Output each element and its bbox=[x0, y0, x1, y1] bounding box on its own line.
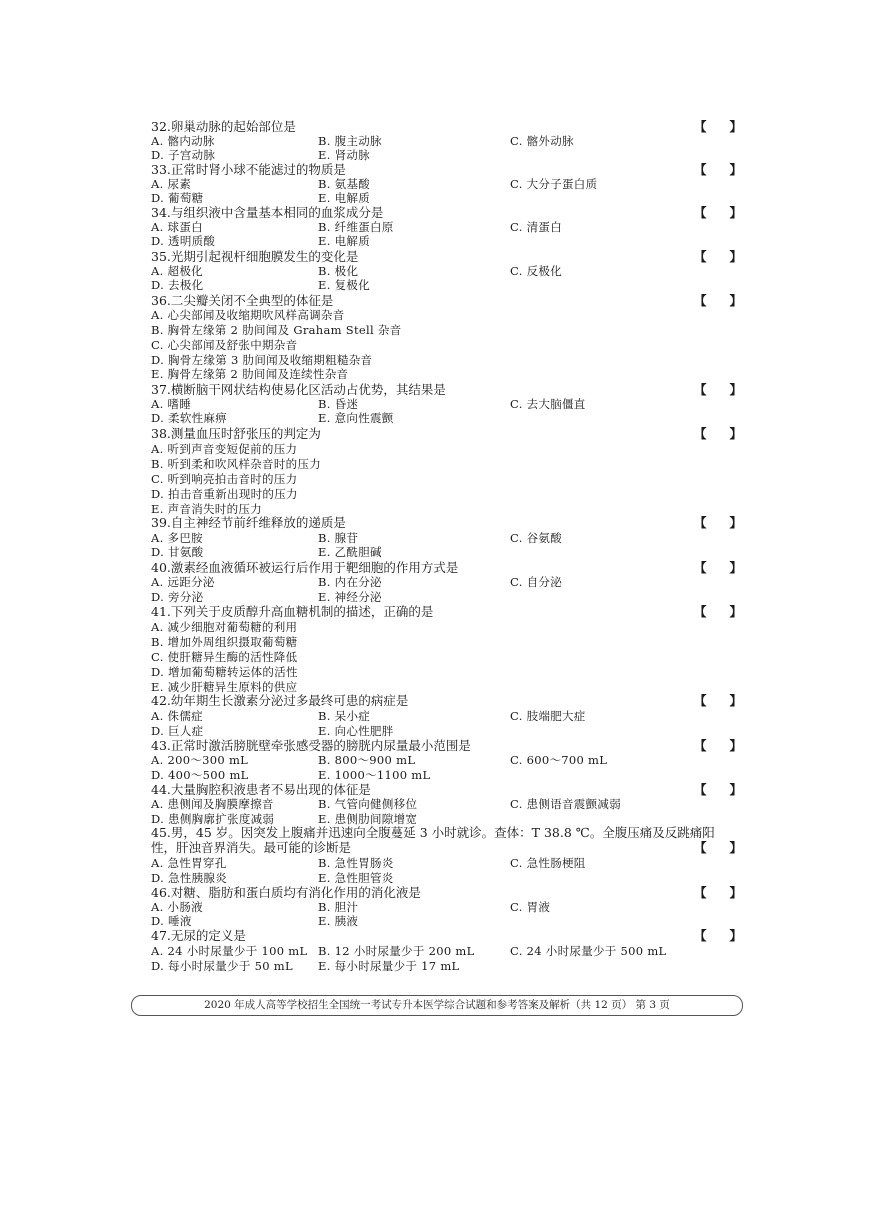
option-a: A. 侏儒症 bbox=[151, 709, 203, 723]
option-d: D. 患侧胸廓扩张度减弱 bbox=[151, 812, 275, 826]
question-text: 横断脑干网状结构使易化区活动占优势，其结果是 bbox=[170, 382, 446, 397]
option-b: B. 急性胃肠炎 bbox=[318, 856, 394, 870]
answer-bracket[interactable]: 【 】 bbox=[694, 782, 742, 797]
option-d: D. 葡萄糖 bbox=[151, 191, 204, 205]
answer-bracket[interactable]: 【 】 bbox=[694, 249, 742, 264]
question-41 bbox=[151, 605, 433, 619]
option-a: A. 髂内动脉 bbox=[151, 134, 215, 148]
option-e: E. 1000～1100 mL bbox=[318, 768, 431, 782]
question-number: 42. bbox=[151, 693, 171, 708]
question-number: 41. bbox=[151, 604, 171, 619]
question-43 bbox=[151, 739, 471, 753]
answer-bracket[interactable]: 【 】 bbox=[694, 293, 742, 308]
option-d: D. 增加葡萄糖转运体的活性 bbox=[151, 665, 298, 679]
option-a: A. 远距分泌 bbox=[151, 575, 215, 589]
question-32 bbox=[151, 120, 296, 134]
option-b: B. 胆汁 bbox=[318, 900, 359, 914]
question-text: 卵巢动脉的起始部位是 bbox=[170, 119, 296, 134]
question-39 bbox=[151, 516, 346, 530]
question-number: 44. bbox=[151, 782, 171, 797]
question-number: 33. bbox=[151, 162, 171, 177]
option-c: C. 使肝糖异生酶的活性降低 bbox=[151, 650, 298, 664]
option-d: D. 400～500 mL bbox=[151, 768, 249, 782]
option-c: C. 反极化 bbox=[510, 264, 562, 278]
option-b: B. 极化 bbox=[318, 264, 359, 278]
option-b: B. 气管向健侧移位 bbox=[318, 797, 418, 811]
question-text: 下列关于皮质醇升高血糖机制的描述，正确的是 bbox=[170, 604, 434, 619]
question-47 bbox=[151, 929, 246, 943]
answer-bracket[interactable]: 【 】 bbox=[694, 738, 742, 753]
option-d: D. 旁分泌 bbox=[151, 590, 204, 604]
option-a: A. 200～300 mL bbox=[151, 753, 249, 767]
option-c: C. 听到响亮拍击音时的压力 bbox=[151, 472, 298, 486]
option-d: D. 甘氨酸 bbox=[151, 545, 204, 559]
question-33 bbox=[151, 163, 346, 177]
option-e: E. 意向性震颤 bbox=[318, 411, 394, 425]
question-text: 无尿的定义是 bbox=[170, 928, 246, 943]
question-text: 大量胸腔积液患者不易出现的体征是 bbox=[170, 782, 371, 797]
option-a: A. 小肠液 bbox=[151, 900, 203, 914]
option-e: E. 复极化 bbox=[318, 278, 371, 292]
question-text: 与组织液中含量基本相同的血浆成分是 bbox=[170, 205, 384, 220]
question-text: 正常时肾小球不能滤过的物质是 bbox=[170, 162, 346, 177]
option-c: C. 急性肠梗阻 bbox=[510, 856, 586, 870]
option-d: D. 子宫动脉 bbox=[151, 148, 216, 162]
option-e: E. 患侧肋间隙增宽 bbox=[318, 812, 418, 826]
question-35 bbox=[151, 250, 358, 264]
option-a: A. 急性胃穿孔 bbox=[151, 856, 227, 870]
option-c: C. 肢端肥大症 bbox=[510, 709, 586, 723]
page-footer: 2020 年成人高等学校招生全国统一考试专升本医学综合试题和参考答案及解析（共 12 页） 第 3 页 bbox=[131, 995, 743, 1016]
question-text: 自主神经节前纤维释放的递质是 bbox=[170, 515, 346, 530]
option-c: C. 谷氨酸 bbox=[510, 531, 562, 545]
answer-bracket[interactable]: 【 】 bbox=[694, 840, 742, 855]
option-c: C. 大分子蛋白质 bbox=[510, 177, 598, 191]
option-c: C. 心尖部闻及舒张中期杂音 bbox=[151, 338, 298, 352]
answer-bracket[interactable]: 【 】 bbox=[694, 162, 742, 177]
question-36 bbox=[151, 294, 333, 308]
question-text: 男，45 岁。因突发上腹痛并迅速向全腹蔓延 3 小时就诊。查体：T 38.8 ℃。全腹压痛及反跳痛阳性，肝浊音界消失。最可能的诊断是 bbox=[151, 825, 715, 855]
question-38 bbox=[151, 427, 321, 441]
option-b: B. 腹主动脉 bbox=[318, 134, 382, 148]
question-number: 43. bbox=[151, 738, 171, 753]
option-c: C. 胃液 bbox=[510, 900, 551, 914]
option-d: D. 胸骨左缘第 3 肋间闻及收缩期粗糙杂音 bbox=[151, 353, 373, 367]
question-text: 光期引起视杆细胞膜发生的变化是 bbox=[170, 249, 359, 264]
option-d: D. 透明质酸 bbox=[151, 234, 216, 248]
option-a: A. 球蛋白 bbox=[151, 220, 203, 234]
option-a: A. 心尖部闻及收缩期吹风样高调杂音 bbox=[151, 308, 345, 322]
question-34 bbox=[151, 206, 383, 220]
answer-bracket[interactable]: 【 】 bbox=[694, 205, 742, 220]
option-e: E. 向心性肥胖 bbox=[318, 724, 394, 738]
option-e: E. 电解质 bbox=[318, 234, 371, 248]
question-40 bbox=[151, 561, 458, 575]
option-b: B. 腺苷 bbox=[318, 531, 359, 545]
option-c: C. 患侧语音震颤减弱 bbox=[510, 797, 621, 811]
option-a: A. 患侧闻及胸膜摩擦音 bbox=[151, 797, 274, 811]
option-b: B. 听到柔和吹风样杂音时的压力 bbox=[151, 457, 322, 471]
answer-bracket[interactable]: 【 】 bbox=[694, 426, 742, 441]
question-number: 47. bbox=[151, 928, 171, 943]
option-b: B. 内在分泌 bbox=[318, 575, 382, 589]
question-number: 39. bbox=[151, 515, 171, 530]
option-b: B. 增加外周组织摄取葡萄糖 bbox=[151, 635, 298, 649]
option-e: E. 急性胆管炎 bbox=[318, 871, 394, 885]
option-e: E. 胰液 bbox=[318, 914, 359, 928]
option-a: A. 24 小时尿量少于 100 mL bbox=[151, 944, 308, 958]
option-c: C. 髂外动脉 bbox=[510, 134, 574, 148]
answer-bracket[interactable]: 【 】 bbox=[694, 560, 742, 575]
option-b: B. 12 小时尿量少于 200 mL bbox=[318, 944, 475, 958]
question-number: 36. bbox=[151, 293, 171, 308]
option-a: A. 嗜睡 bbox=[151, 397, 192, 411]
answer-bracket[interactable]: 【 】 bbox=[694, 119, 742, 134]
option-b: B. 800～900 mL bbox=[318, 753, 416, 767]
option-e: E. 声音消失时的压力 bbox=[151, 502, 263, 516]
option-e: E. 减少肝糖异生原料的供应 bbox=[151, 680, 298, 694]
option-e: E. 神经分泌 bbox=[318, 590, 382, 604]
option-b: B. 氨基酸 bbox=[318, 177, 371, 191]
question-number: 35. bbox=[151, 249, 171, 264]
option-e: E. 电解质 bbox=[318, 191, 371, 205]
question-number: 46. bbox=[151, 885, 171, 900]
option-d: D. 拍击音重新出现时的压力 bbox=[151, 487, 298, 501]
question-number: 37. bbox=[151, 382, 171, 397]
option-d: D. 每小时尿量少于 50 mL bbox=[151, 959, 293, 973]
answer-bracket[interactable]: 【 】 bbox=[694, 604, 742, 619]
question-number: 40. bbox=[151, 560, 171, 575]
question-46 bbox=[151, 886, 421, 900]
question-text: 正常时激活膀胱壁牵张感受器的膀胱内尿量最小范围是 bbox=[170, 738, 471, 753]
option-b: B. 昏迷 bbox=[318, 397, 359, 411]
question-37 bbox=[151, 383, 446, 397]
option-e: E. 肾动脉 bbox=[318, 148, 371, 162]
option-d: D. 唾液 bbox=[151, 914, 192, 928]
option-b: B. 胸骨左缘第 2 肋间闻及 Graham Stell 杂音 bbox=[151, 323, 402, 337]
question-44 bbox=[151, 783, 371, 797]
option-d: D. 巨人症 bbox=[151, 724, 204, 738]
option-a: A. 减少细胞对葡萄糖的利用 bbox=[151, 620, 298, 634]
question-number: 45. bbox=[151, 825, 171, 840]
option-e: E. 乙酰胆碱 bbox=[318, 545, 382, 559]
option-a: A. 尿素 bbox=[151, 177, 192, 191]
question-text: 测量血压时舒张压的判定为 bbox=[170, 426, 321, 441]
option-b: B. 纤维蛋白原 bbox=[318, 220, 394, 234]
answer-bracket[interactable]: 【 】 bbox=[694, 515, 742, 530]
option-e: E. 每小时尿量少于 17 mL bbox=[318, 959, 460, 973]
option-b: B. 呆小症 bbox=[318, 709, 371, 723]
question-42 bbox=[151, 694, 408, 708]
question-number: 32. bbox=[151, 119, 171, 134]
answer-bracket[interactable]: 【 】 bbox=[694, 928, 742, 943]
question-number: 38. bbox=[151, 426, 171, 441]
option-a: A. 多巴胺 bbox=[151, 531, 203, 545]
option-d: D. 去极化 bbox=[151, 278, 204, 292]
answer-bracket[interactable]: 【 】 bbox=[694, 693, 742, 708]
option-a: A. 超极化 bbox=[151, 264, 203, 278]
question-text: 激素经血液循环被运行后作用于靶细胞的作用方式是 bbox=[170, 560, 459, 575]
option-d: D. 柔软性麻痹 bbox=[151, 411, 228, 425]
option-c: C. 清蛋白 bbox=[510, 220, 562, 234]
answer-bracket[interactable]: 【 】 bbox=[694, 885, 742, 900]
option-c: C. 24 小时尿量少于 500 mL bbox=[510, 944, 667, 958]
option-c: C. 去大脑僵直 bbox=[510, 397, 586, 411]
option-e: E. 胸骨左缘第 2 肋间闻及连续性杂音 bbox=[151, 367, 349, 381]
question-text: 幼年期生长激素分泌过多最终可患的病症是 bbox=[170, 693, 409, 708]
option-c: C. 600～700 mL bbox=[510, 753, 608, 767]
answer-bracket[interactable]: 【 】 bbox=[694, 382, 742, 397]
option-c: C. 自分泌 bbox=[510, 575, 562, 589]
question-number: 34. bbox=[151, 205, 171, 220]
question-text: 二尖瓣关闭不全典型的体征是 bbox=[170, 293, 334, 308]
question-45 bbox=[151, 826, 721, 855]
option-d: D. 急性胰腺炎 bbox=[151, 871, 228, 885]
option-a: A. 听到声音变短促前的压力 bbox=[151, 442, 298, 456]
question-text: 对糖、脂肪和蛋白质均有消化作用的消化液是 bbox=[170, 885, 421, 900]
